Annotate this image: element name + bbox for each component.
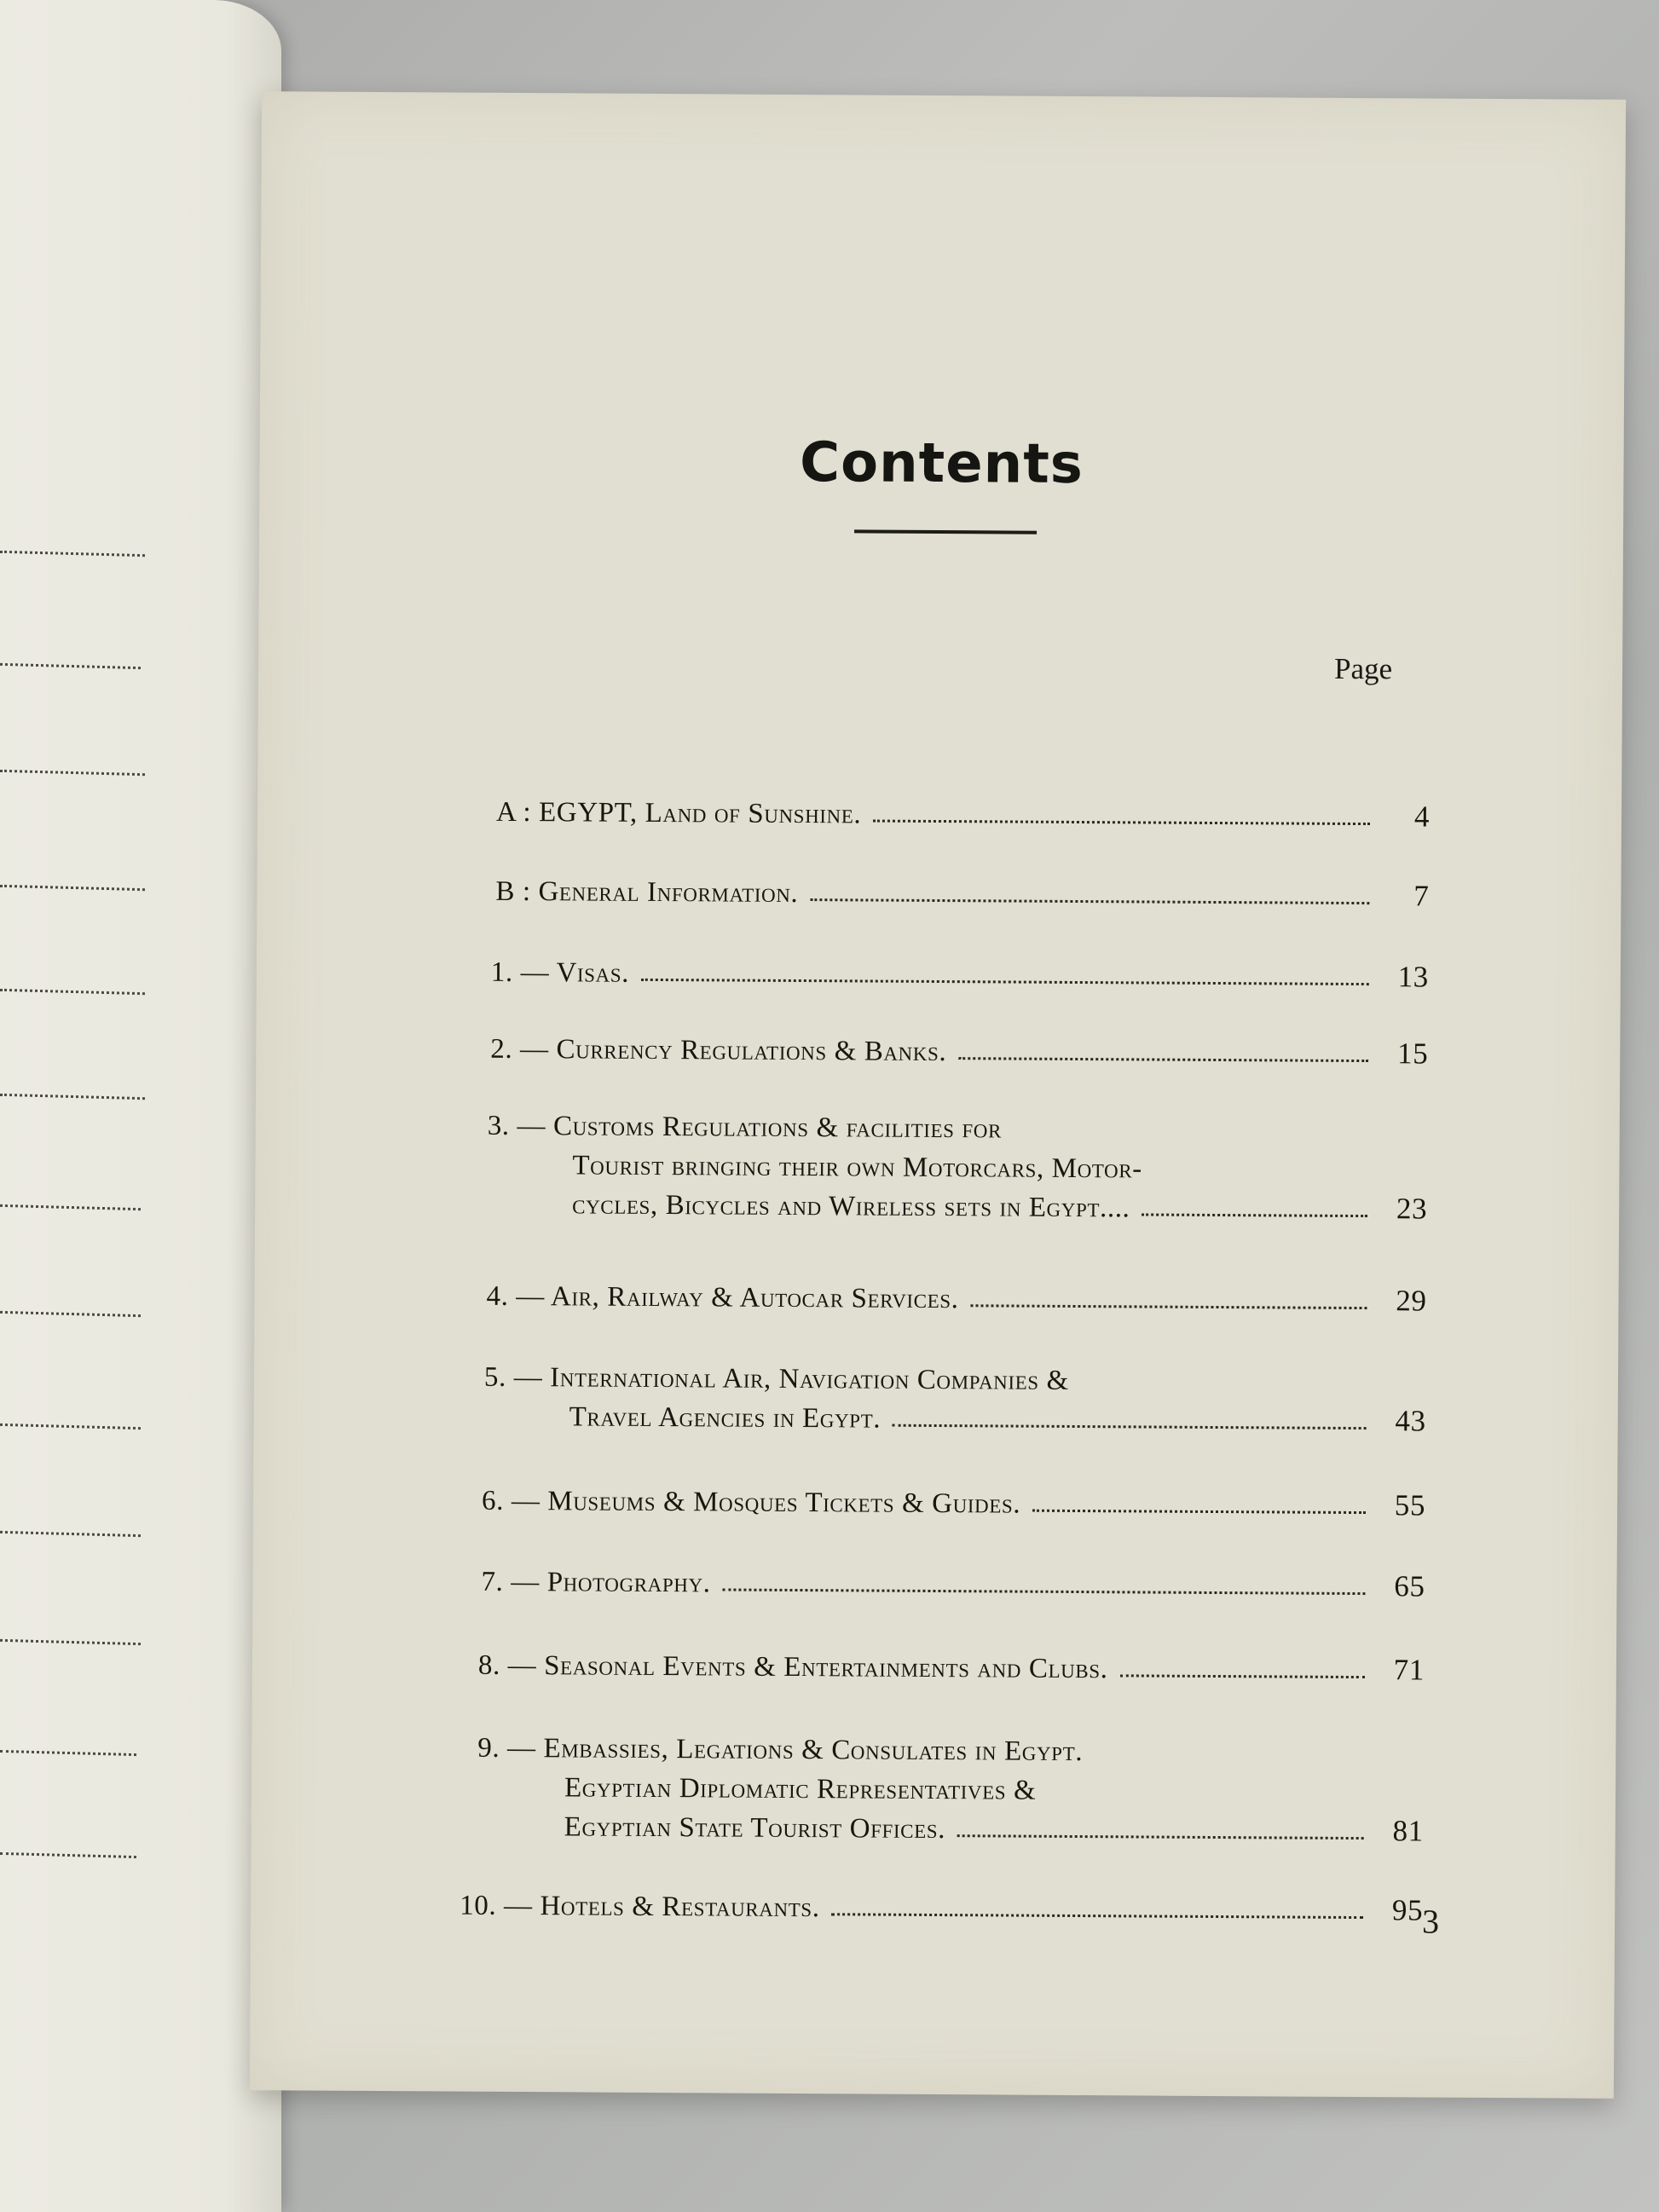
entry-title: cycles, Bicycles and Wireless sets in Egypt.... bbox=[572, 1189, 1130, 1224]
dotted-line bbox=[0, 1639, 141, 1645]
entry-page-number: 23 bbox=[1396, 1192, 1428, 1226]
entry-title: 7. — Photography. bbox=[481, 1566, 711, 1599]
page-title: Contents bbox=[799, 430, 1084, 497]
dotted-line bbox=[0, 1094, 145, 1100]
contents-entry bbox=[491, 950, 1429, 995]
dotted-line bbox=[0, 989, 145, 995]
entry-page-number: 43 bbox=[1395, 1404, 1426, 1438]
dotted-line bbox=[0, 1311, 141, 1317]
entry-page-number: 81 bbox=[1392, 1814, 1424, 1848]
dot-leader bbox=[1032, 1510, 1366, 1514]
entry-page-number: 95 bbox=[1391, 1893, 1424, 1927]
entry-page-number: 15 bbox=[1396, 1037, 1429, 1071]
entry-title: 9. — Embassies, Legations & Consulates in Egypt. bbox=[477, 1732, 1084, 1768]
dotted-line bbox=[0, 1852, 136, 1858]
entry-page-number: 55 bbox=[1394, 1488, 1426, 1522]
page-number: 3 bbox=[1421, 1902, 1440, 1941]
contents-entry bbox=[478, 1643, 1425, 1688]
entry-title: 2. — Currency Regulations & Banks. bbox=[490, 1033, 947, 1068]
dotted-line bbox=[0, 663, 141, 669]
dot-leader bbox=[971, 1304, 1367, 1309]
dot-leader bbox=[958, 1057, 1368, 1062]
page-column-heading: Page bbox=[1333, 651, 1393, 686]
contents-entry bbox=[481, 1559, 1425, 1604]
entry-title: A : EGYPT, Land of Sunshine. bbox=[495, 796, 862, 830]
dot-leader bbox=[1120, 1674, 1365, 1678]
dotted-line bbox=[0, 770, 145, 776]
contents-page bbox=[250, 91, 1626, 2099]
title-rule bbox=[854, 529, 1037, 534]
dotted-line bbox=[0, 885, 145, 891]
entry-page-number: 13 bbox=[1397, 960, 1429, 994]
entry-page-number: 7 bbox=[1413, 879, 1430, 913]
entry-title: Tourist bringing their own Motorcars, Motor- bbox=[572, 1150, 1142, 1185]
dotted-line bbox=[0, 551, 145, 557]
dot-leader bbox=[957, 1834, 1364, 1839]
contents-entry bbox=[460, 1883, 1423, 1928]
entry-page-number: 4 bbox=[1413, 800, 1431, 834]
entry-title: 8. — Seasonal Events & Entertainments and Clubs. bbox=[477, 1649, 1108, 1685]
entry-title: Egyptian State Tourist Offices. bbox=[564, 1811, 946, 1845]
contents-entry bbox=[484, 1354, 1427, 1439]
entry-title: Travel Agencies in Egypt. bbox=[569, 1401, 882, 1435]
dot-leader bbox=[893, 1424, 1367, 1429]
entry-title: B : General Information. bbox=[495, 875, 799, 909]
entry-title: 1. — Visas. bbox=[490, 956, 630, 989]
contents-entry bbox=[487, 1103, 1428, 1227]
entry-page-number: 29 bbox=[1396, 1284, 1427, 1318]
dot-leader bbox=[1142, 1213, 1367, 1217]
dotted-line bbox=[0, 1424, 141, 1429]
dotted-line bbox=[0, 1750, 136, 1756]
dotted-line bbox=[0, 1204, 141, 1210]
contents-entry bbox=[496, 789, 1430, 835]
dot-leader bbox=[723, 1588, 1366, 1595]
entry-title: 4. — Air, Railway & Autocar Services. bbox=[486, 1280, 959, 1315]
dot-leader bbox=[641, 979, 1369, 985]
dotted-line bbox=[0, 1531, 141, 1537]
entry-page-number: 71 bbox=[1393, 1653, 1425, 1687]
entry-title: 10. — Hotels & Restaurants. bbox=[460, 1890, 820, 1924]
contents-entry bbox=[482, 1478, 1425, 1523]
entry-page-number: 65 bbox=[1394, 1569, 1425, 1603]
contents-entry bbox=[486, 1273, 1426, 1319]
dot-leader bbox=[873, 820, 1370, 826]
contents-entry bbox=[495, 869, 1429, 914]
dot-leader bbox=[832, 1913, 1364, 1919]
entry-title: 6. — Museums & Mosques Tickets & Guides. bbox=[481, 1485, 1021, 1520]
contents-entry bbox=[477, 1725, 1425, 1849]
entry-title: Egyptian Diplomatic Representatives & bbox=[564, 1772, 1037, 1806]
left-page bbox=[0, 0, 281, 2212]
entry-title: 3. — Customs Regulations & facilities for bbox=[487, 1110, 1003, 1145]
dot-leader bbox=[810, 898, 1369, 904]
contents-entry bbox=[490, 1026, 1428, 1071]
entry-title: 5. — International Air, Navigation Companies & bbox=[483, 1361, 1069, 1396]
